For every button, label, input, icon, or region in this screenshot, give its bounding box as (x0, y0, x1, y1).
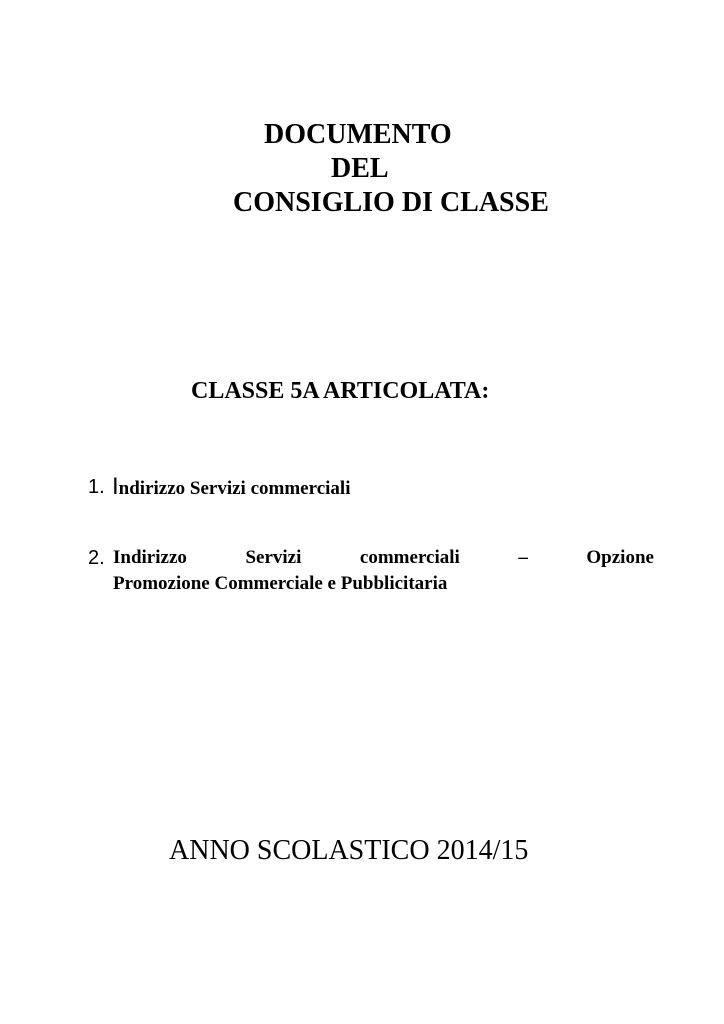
list-item-1-text (112, 474, 350, 502)
list-item-2-number: 2. (88, 547, 105, 569)
class-subtitle: CLASSE 5A ARTICOLATA: (191, 378, 490, 404)
list-item-2-word-4: – (518, 547, 528, 568)
list-item-2-text (113, 545, 654, 597)
list-item-2-line-2: Promozione Commerciale e Pubblicitaria (113, 573, 448, 594)
document-title-line-3: CONSIGLIO DI CLASSE (233, 187, 549, 218)
list-item-2-word-5: Opzione (586, 547, 654, 568)
list-item-1-text-rest: ndirizzo Servizi commerciali (118, 478, 351, 499)
list-item-2-line-1 (113, 545, 654, 571)
list-item-2-word-3: commerciali (359, 547, 460, 568)
school-year: ANNO SCOLASTICO 2014/15 (169, 835, 529, 866)
list-item-1-number: 1. (88, 476, 105, 498)
document-title-line-1: DOCUMENTO (264, 119, 452, 150)
document-title-line-2: DEL (331, 153, 389, 184)
list-item-1-first-letter: I (112, 473, 119, 500)
list-item-2-word-2: Servizi (245, 547, 302, 568)
list-item-2-word-1: Indirizzo (113, 547, 187, 568)
